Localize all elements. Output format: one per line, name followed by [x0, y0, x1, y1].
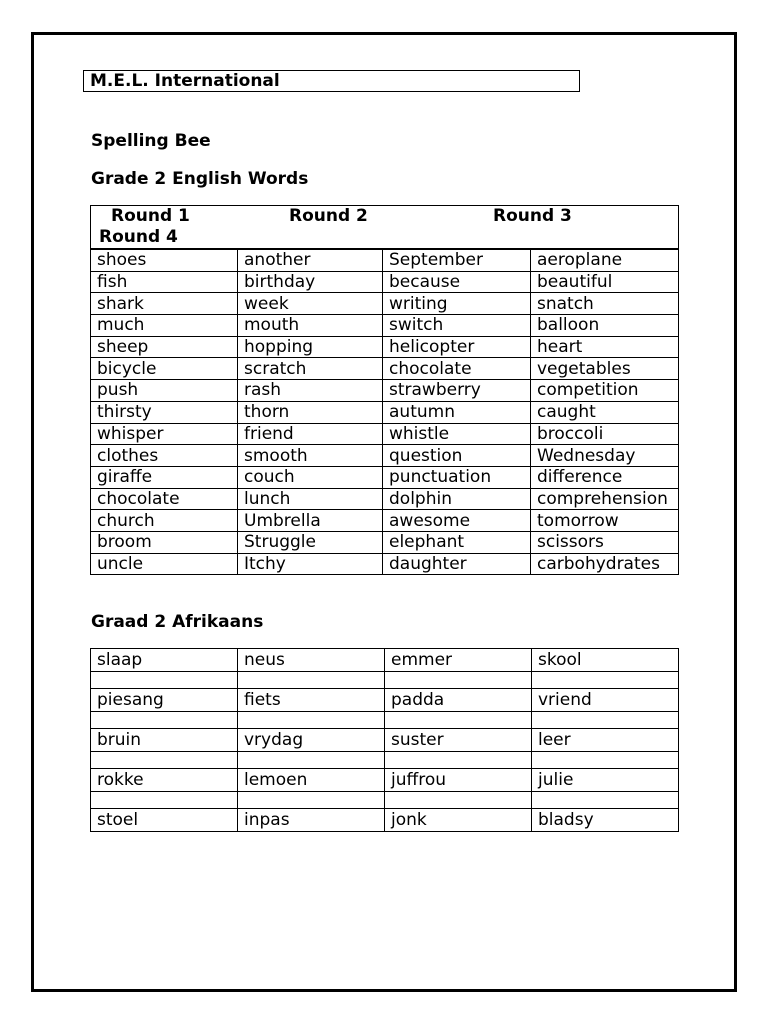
word-cell: slaap — [91, 649, 238, 672]
table-row — [91, 423, 679, 445]
table-row — [91, 336, 679, 358]
word-cell: because — [383, 271, 531, 293]
word-cell: daughter — [383, 553, 531, 575]
word-cell: lemoen — [238, 769, 385, 792]
organization-name: M.E.L. International — [83, 70, 580, 92]
table-row — [91, 249, 679, 271]
word-cell: rokke — [91, 769, 238, 792]
blank-cell — [532, 672, 679, 689]
word-cell: Struggle — [238, 531, 383, 553]
table-row — [91, 510, 679, 532]
word-cell: shoes — [91, 249, 238, 271]
word-cell: switch — [383, 315, 531, 337]
afrikaans-words-table — [90, 648, 679, 832]
word-cell: Itchy — [238, 553, 383, 575]
word-cell: vriend — [532, 689, 679, 712]
afrikaans-heading: Graad 2 Afrikaans — [91, 612, 264, 632]
word-cell: juffrou — [385, 769, 532, 792]
word-cell: birthday — [238, 271, 383, 293]
table-row — [91, 358, 679, 380]
word-cell: uncle — [91, 553, 238, 575]
word-cell: aeroplane — [531, 249, 679, 271]
word-cell: strawberry — [383, 380, 531, 402]
word-cell: friend — [238, 423, 383, 445]
word-cell: stoel — [91, 809, 238, 832]
word-cell: rash — [238, 380, 383, 402]
blank-row — [91, 672, 679, 689]
word-cell: another — [238, 249, 383, 271]
table-row — [91, 769, 679, 792]
word-cell: bruin — [91, 729, 238, 752]
blank-cell — [385, 792, 532, 809]
word-cell: giraffe — [91, 466, 238, 488]
word-cell: broccoli — [531, 423, 679, 445]
blank-cell — [238, 712, 385, 729]
header-cell — [91, 206, 679, 250]
word-cell: piesang — [91, 689, 238, 712]
table-row — [91, 445, 679, 467]
word-cell: inpas — [238, 809, 385, 832]
table-row — [91, 401, 679, 423]
table-row — [91, 553, 679, 575]
word-cell: jonk — [385, 809, 532, 832]
word-cell: question — [383, 445, 531, 467]
word-cell: emmer — [385, 649, 532, 672]
table-row — [91, 466, 679, 488]
blank-cell — [91, 792, 238, 809]
word-cell: September — [383, 249, 531, 271]
table-row — [91, 689, 679, 712]
blank-row — [91, 792, 679, 809]
word-cell: much — [91, 315, 238, 337]
table-row — [91, 380, 679, 402]
blank-cell — [238, 792, 385, 809]
table-row — [91, 315, 679, 337]
word-cell: couch — [238, 466, 383, 488]
blank-cell — [91, 672, 238, 689]
word-cell: tomorrow — [531, 510, 679, 532]
table-row — [91, 809, 679, 832]
document-title: Spelling Bee — [91, 131, 211, 151]
word-cell: dolphin — [383, 488, 531, 510]
word-cell: heart — [531, 336, 679, 358]
word-cell: competition — [531, 380, 679, 402]
word-cell: leer — [532, 729, 679, 752]
blank-cell — [385, 672, 532, 689]
word-cell: broom — [91, 531, 238, 553]
blank-row — [91, 712, 679, 729]
table-header-row — [91, 206, 679, 250]
blank-cell — [91, 712, 238, 729]
blank-cell — [238, 752, 385, 769]
word-cell: push — [91, 380, 238, 402]
round-1-header: Round 1 — [111, 206, 190, 226]
word-cell: fish — [91, 271, 238, 293]
table-row — [91, 531, 679, 553]
word-cell: vrydag — [238, 729, 385, 752]
word-cell: sheep — [91, 336, 238, 358]
word-cell: punctuation — [383, 466, 531, 488]
word-cell: scratch — [238, 358, 383, 380]
blank-cell — [532, 792, 679, 809]
blank-cell — [238, 672, 385, 689]
blank-cell — [91, 752, 238, 769]
word-cell: Umbrella — [238, 510, 383, 532]
word-cell: clothes — [91, 445, 238, 467]
table-row — [91, 649, 679, 672]
word-cell: lunch — [238, 488, 383, 510]
word-cell: whistle — [383, 423, 531, 445]
table-row — [91, 293, 679, 315]
word-cell: week — [238, 293, 383, 315]
word-cell: comprehension — [531, 488, 679, 510]
blank-cell — [385, 752, 532, 769]
word-cell: fiets — [238, 689, 385, 712]
word-cell: Wednesday — [531, 445, 679, 467]
english-words-table — [90, 205, 679, 575]
word-cell: caught — [531, 401, 679, 423]
word-cell: church — [91, 510, 238, 532]
word-cell: thorn — [238, 401, 383, 423]
word-cell: suster — [385, 729, 532, 752]
word-cell: hopping — [238, 336, 383, 358]
word-cell: chocolate — [383, 358, 531, 380]
word-cell: shark — [91, 293, 238, 315]
word-cell: bladsy — [532, 809, 679, 832]
word-cell: carbohydrates — [531, 553, 679, 575]
word-cell: neus — [238, 649, 385, 672]
word-cell: awesome — [383, 510, 531, 532]
word-cell: scissors — [531, 531, 679, 553]
word-cell: writing — [383, 293, 531, 315]
word-cell: chocolate — [91, 488, 238, 510]
word-cell: difference — [531, 466, 679, 488]
word-cell: thirsty — [91, 401, 238, 423]
word-cell: skool — [532, 649, 679, 672]
table-row — [91, 488, 679, 510]
blank-cell — [385, 712, 532, 729]
word-cell: padda — [385, 689, 532, 712]
blank-cell — [532, 752, 679, 769]
round-2-header: Round 2 — [289, 206, 368, 226]
table-row — [91, 271, 679, 293]
word-cell: julie — [532, 769, 679, 792]
word-cell: snatch — [531, 293, 679, 315]
word-cell: bicycle — [91, 358, 238, 380]
word-cell: smooth — [238, 445, 383, 467]
english-heading: Grade 2 English Words — [91, 169, 309, 189]
round-3-header: Round 3 — [493, 206, 572, 226]
word-cell: whisper — [91, 423, 238, 445]
table-row — [91, 729, 679, 752]
word-cell: balloon — [531, 315, 679, 337]
word-cell: helicopter — [383, 336, 531, 358]
word-cell: beautiful — [531, 271, 679, 293]
blank-cell — [532, 712, 679, 729]
blank-row — [91, 752, 679, 769]
word-cell: mouth — [238, 315, 383, 337]
word-cell: elephant — [383, 531, 531, 553]
round-4-header: Round 4 — [99, 227, 178, 247]
word-cell: vegetables — [531, 358, 679, 380]
word-cell: autumn — [383, 401, 531, 423]
